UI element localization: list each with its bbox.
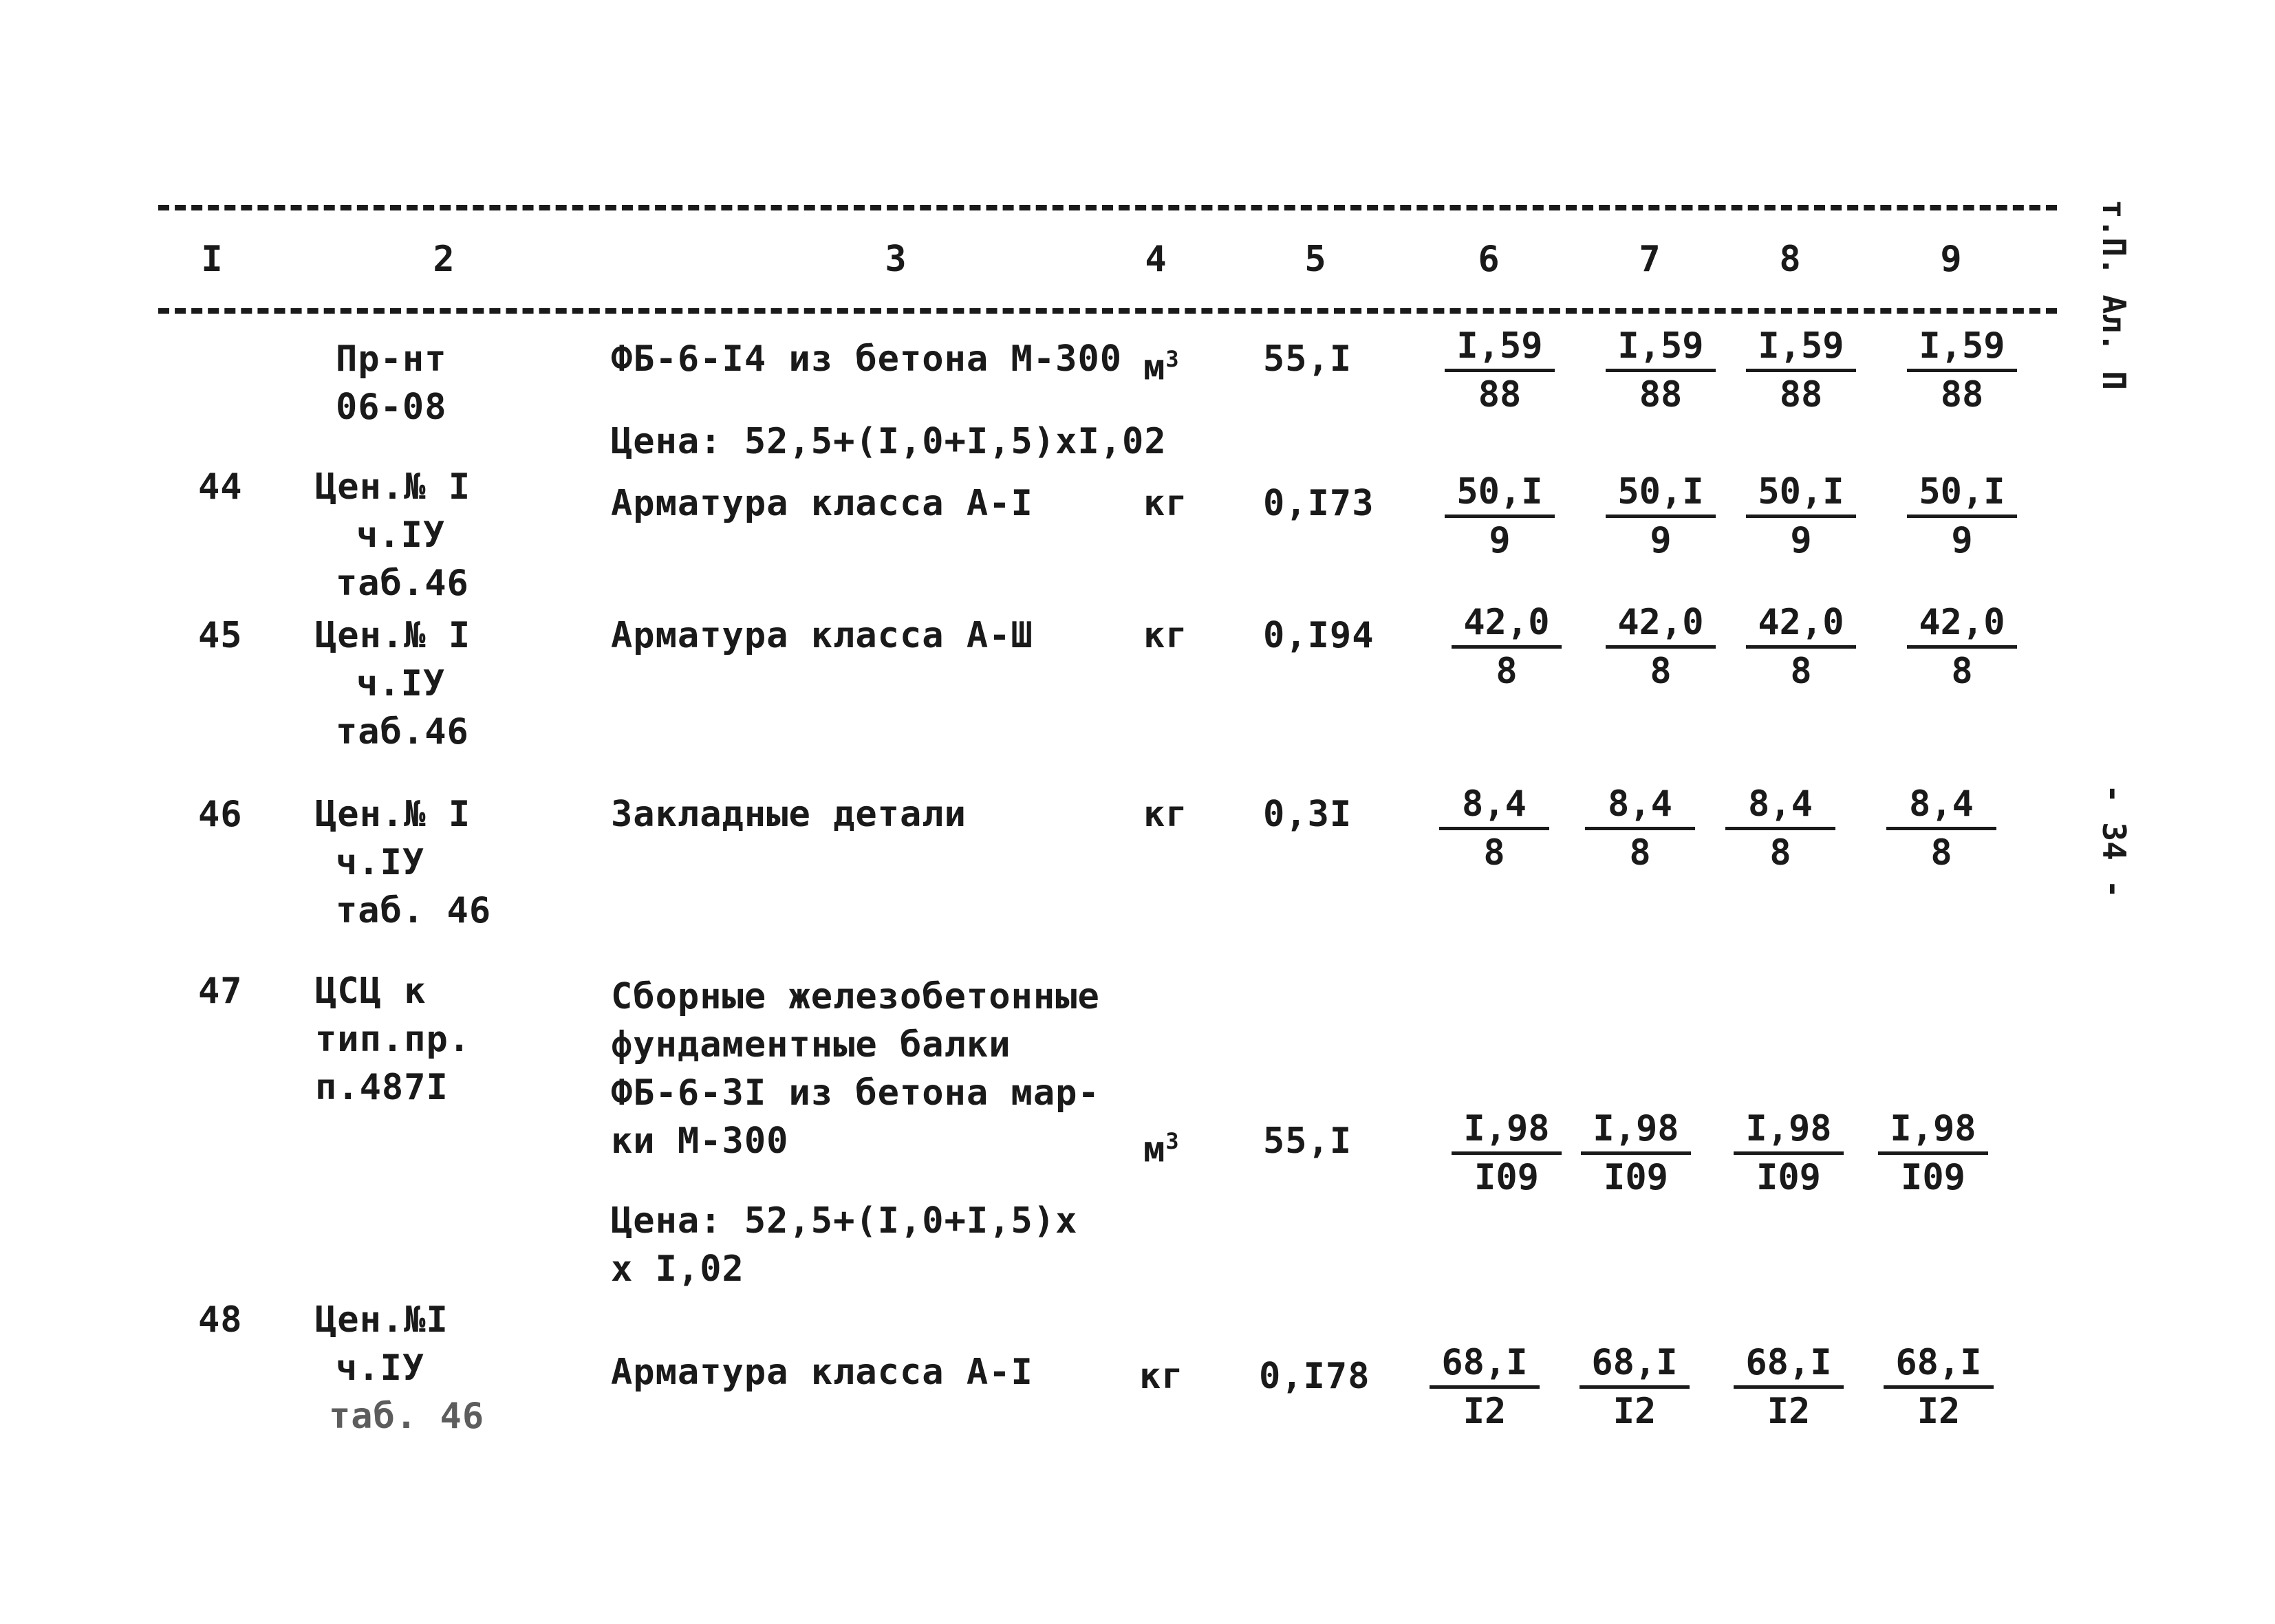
- row-source-line: таб.46: [336, 711, 469, 753]
- row-source-line: ч.IУ: [336, 1347, 425, 1389]
- row-description: Закладные детали: [611, 794, 967, 835]
- row-description: Арматура класса А-Ш: [611, 615, 1033, 656]
- row-price-formula: Цена: 52,5+(I,0+I,5)x: [611, 1200, 1078, 1242]
- row-description-line: ки М-300: [611, 1120, 789, 1162]
- row-source-line: тип.пр.: [315, 1019, 471, 1060]
- row-description-line: фундаментные балки: [611, 1024, 1011, 1065]
- row-source-line: п.487I: [315, 1067, 449, 1108]
- row-value-col7: $\frac{50,I}{9}$: [1606, 469, 1716, 563]
- row-value-col9: $\frac{68,I}{I2}$: [1884, 1340, 1994, 1434]
- row-source-line: Цен.№ I: [315, 794, 471, 835]
- row-quantity: 0,3I: [1263, 794, 1352, 835]
- row-source-line: таб. 46: [329, 1396, 485, 1437]
- row-description: ФБ-6-I4 из бетона М-300: [611, 338, 1123, 380]
- row-value-col8: $\frac{I,98}{I09}$: [1734, 1106, 1844, 1200]
- row-source-line: таб. 46: [336, 890, 492, 931]
- row-unit: $м^3$: [1143, 1128, 1180, 1171]
- col-header-5: 5: [1304, 239, 1326, 280]
- row-source-line: ч.IУ: [356, 515, 446, 556]
- row-number: 44: [198, 466, 243, 508]
- row-value-col6: $\frac{50,I}{9}$: [1445, 469, 1555, 563]
- row-unit: кг: [1143, 794, 1188, 835]
- row-value-col9: $\frac{50,I}{9}$: [1907, 469, 2017, 563]
- row-unit: кг: [1139, 1356, 1184, 1397]
- row-price-formula: x I,02: [611, 1248, 744, 1290]
- col-header-1: I: [201, 239, 223, 280]
- row-source-line: ч.IУ: [336, 842, 425, 883]
- row-value-col9: $\frac{I,98}{I09}$: [1878, 1106, 1988, 1200]
- row-value-col6: $\frac{8,4}{8}$: [1439, 781, 1549, 876]
- row-quantity: 0,I94: [1263, 615, 1374, 656]
- row-value-col8: $\frac{8,4}{8}$: [1725, 781, 1835, 876]
- row-quantity: 55,I: [1263, 1120, 1352, 1162]
- row-unit: кг: [1143, 615, 1188, 656]
- row-value-col9: $\frac{8,4}{8}$: [1886, 781, 1996, 876]
- col-header-4: 4: [1145, 239, 1167, 280]
- row-source-line: ЦСЦ к: [315, 971, 427, 1012]
- row-number: 45: [198, 615, 243, 656]
- row-value-col7: $\frac{I,59}{88}$: [1606, 323, 1716, 418]
- row-value-col7: $\frac{8,4}{8}$: [1585, 781, 1695, 876]
- row-unit: $м^3$: [1143, 346, 1180, 389]
- row-value-col7: $\frac{I,98}{I09}$: [1581, 1106, 1691, 1200]
- row-number: 46: [198, 794, 243, 835]
- col-header-9: 9: [1940, 239, 1962, 280]
- row-value-col8: $\frac{50,I}{9}$: [1746, 469, 1856, 563]
- row-source-line: Пр-нт: [336, 338, 447, 380]
- row-quantity: 0,I73: [1263, 483, 1374, 524]
- row-value-col6: $\frac{I,59}{88}$: [1445, 323, 1555, 418]
- row-value-col7: $\frac{42,0}{8}$: [1606, 600, 1716, 694]
- row-description-line: ФБ-6-3I из бетона мар-: [611, 1072, 1100, 1114]
- row-value-col6: $\frac{I,98}{I09}$: [1452, 1106, 1562, 1200]
- header-bottom-rule: [158, 308, 2057, 314]
- margin-page-number: - 34 -: [2095, 784, 2133, 899]
- row-description: Арматура класса А-I: [611, 1352, 1033, 1393]
- row-source-line: Цен.№ I: [315, 466, 471, 508]
- row-description-line: Сборные железобетонные: [611, 976, 1100, 1017]
- col-header-6: 6: [1478, 239, 1500, 280]
- col-header-2: 2: [433, 239, 455, 280]
- col-header-3: 3: [885, 239, 907, 280]
- row-quantity: 55,I: [1263, 338, 1352, 380]
- row-description: Арматура класса А-I: [611, 483, 1033, 524]
- row-source-line: таб.46: [336, 563, 469, 604]
- row-number: 48: [198, 1299, 243, 1341]
- col-header-8: 8: [1779, 239, 1801, 280]
- row-price-formula: Цена: 52,5+(I,0+I,5)xI,02: [611, 421, 1167, 462]
- row-value-col6: $\frac{42,0}{8}$: [1452, 600, 1562, 694]
- row-source-line: ч.IУ: [356, 663, 446, 704]
- row-source-line: 06-08: [336, 387, 447, 428]
- row-quantity: 0,I78: [1259, 1356, 1370, 1397]
- row-unit: кг: [1143, 483, 1188, 524]
- row-value-col9: $\frac{42,0}{8}$: [1907, 600, 2017, 694]
- row-source-line: Цен.№ I: [315, 615, 471, 656]
- row-value-col8: $\frac{68,I}{I2}$: [1734, 1340, 1844, 1434]
- row-value-col8: $\frac{42,0}{8}$: [1746, 600, 1856, 694]
- row-value-col8: $\frac{I,59}{88}$: [1746, 323, 1856, 418]
- margin-doc-code: т.П. Ал. П: [2095, 199, 2133, 390]
- row-number: 47: [198, 971, 243, 1012]
- col-header-7: 7: [1639, 239, 1661, 280]
- header-top-rule: [158, 205, 2057, 210]
- row-source-line: Цен.№I: [315, 1299, 449, 1341]
- row-value-col9: $\frac{I,59}{88}$: [1907, 323, 2017, 418]
- row-value-col6: $\frac{68,I}{I2}$: [1430, 1340, 1540, 1434]
- row-value-col7: $\frac{68,I}{I2}$: [1579, 1340, 1690, 1434]
